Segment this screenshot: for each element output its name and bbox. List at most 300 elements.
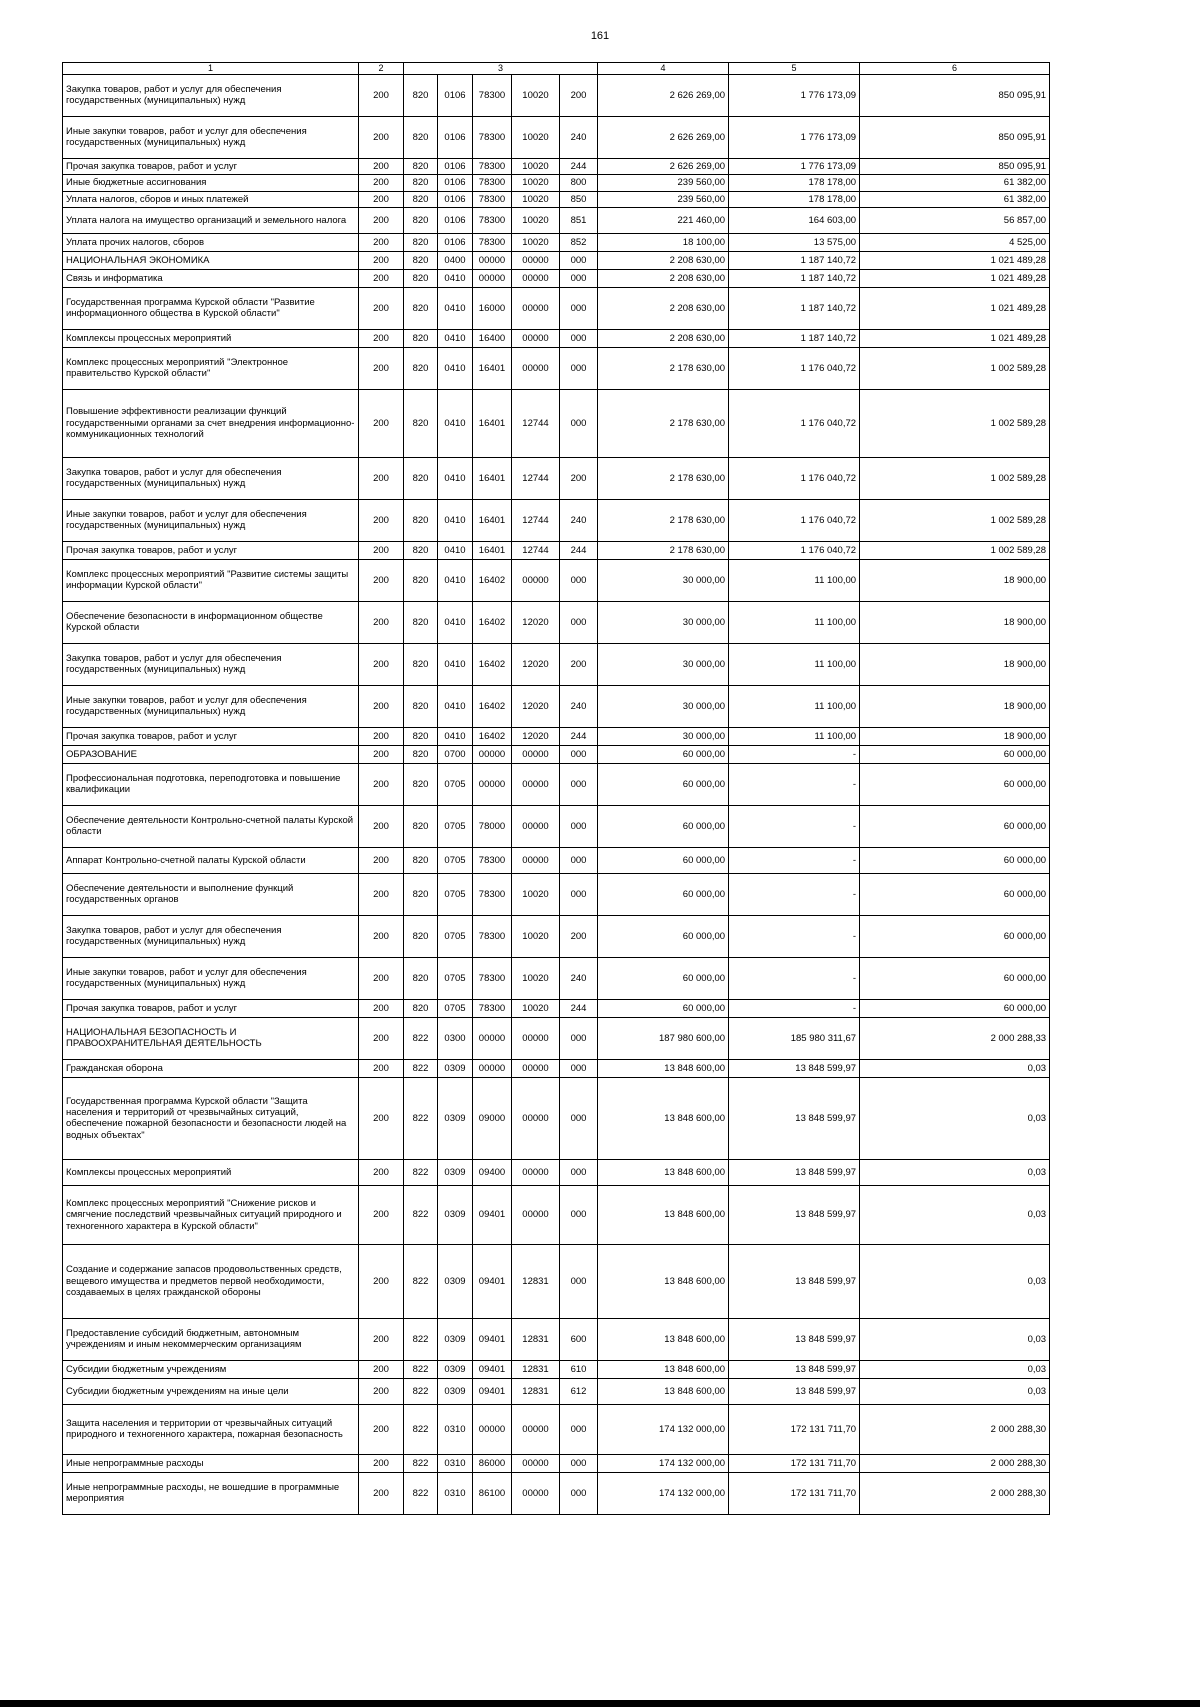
code-column-2: 200 xyxy=(359,745,404,763)
code-program: 16401 xyxy=(473,499,512,541)
code-section: 0309 xyxy=(438,1077,473,1159)
row-description: Комплекс процессных мероприятий "Снижение рисков и смягчение последствий чрезвычайных ситуаций природного и техногенного характера в Курской области" xyxy=(63,1185,359,1244)
table-row xyxy=(63,499,1050,541)
code-section: 0410 xyxy=(438,499,473,541)
row-description: Комплекс процессных мероприятий "Развитие системы защиты информации Курской области" xyxy=(63,559,359,601)
value-column-5: 13 848 599,97 xyxy=(729,1378,860,1404)
code-ministry: 820 xyxy=(404,74,438,116)
row-description: Иные закупки товаров, работ и услуг для обеспечения государственных (муниципальных) нужд xyxy=(63,685,359,727)
value-column-5: - xyxy=(729,873,860,915)
code-ministry: 820 xyxy=(404,847,438,873)
code-section: 0705 xyxy=(438,873,473,915)
code-program: 78300 xyxy=(473,915,512,957)
value-column-6: 18 900,00 xyxy=(860,727,1050,745)
code-section: 0106 xyxy=(438,116,473,158)
code-program: 78300 xyxy=(473,116,512,158)
code-direction: 12020 xyxy=(512,643,560,685)
code-ministry: 822 xyxy=(404,1244,438,1318)
code-expense-type: 610 xyxy=(560,1360,598,1378)
value-column-5: 1 776 173,09 xyxy=(729,116,860,158)
code-section: 0700 xyxy=(438,745,473,763)
code-program: 09400 xyxy=(473,1159,512,1185)
code-ministry: 822 xyxy=(404,1017,438,1059)
table-row xyxy=(63,233,1050,251)
value-column-6: 0,03 xyxy=(860,1159,1050,1185)
value-column-5: - xyxy=(729,763,860,805)
value-column-6: 2 000 288,33 xyxy=(860,1017,1050,1059)
row-description: НАЦИОНАЛЬНАЯ БЕЗОПАСНОСТЬ И ПРАВООХРАНИТЕЛЬНАЯ ДЕЯТЕЛЬНОСТЬ xyxy=(63,1017,359,1059)
code-ministry: 822 xyxy=(404,1159,438,1185)
table-row xyxy=(63,847,1050,873)
table-row xyxy=(63,643,1050,685)
code-direction: 00000 xyxy=(512,251,560,269)
code-expense-type: 000 xyxy=(560,847,598,873)
value-column-4: 2 208 630,00 xyxy=(598,251,729,269)
row-description: Обеспечение безопасности в информационном обществе Курской области xyxy=(63,601,359,643)
value-column-6: 850 095,91 xyxy=(860,74,1050,116)
value-column-6: 60 000,00 xyxy=(860,957,1050,999)
value-column-5: 13 848 599,97 xyxy=(729,1318,860,1360)
row-description: Прочая закупка товаров, работ и услуг xyxy=(63,158,359,174)
table-row xyxy=(63,457,1050,499)
row-description: Повышение эффективности реализации функций государственными органами за счет внедрения информационно-коммуникационных технологий xyxy=(63,389,359,457)
value-column-4: 2 626 269,00 xyxy=(598,74,729,116)
value-column-5: 1 776 173,09 xyxy=(729,74,860,116)
row-description: Комплекс процессных мероприятий "Электронное правительство Курской области" xyxy=(63,347,359,389)
code-ministry: 820 xyxy=(404,763,438,805)
code-column-2: 200 xyxy=(359,643,404,685)
code-ministry: 822 xyxy=(404,1185,438,1244)
code-program: 16402 xyxy=(473,643,512,685)
code-direction: 10020 xyxy=(512,207,560,233)
code-section: 0410 xyxy=(438,685,473,727)
column-header-3: 3 xyxy=(404,63,598,75)
value-column-6: 850 095,91 xyxy=(860,158,1050,174)
row-description: Государственная программа Курской области "Защита населения и территорий от чрезвычайных ситуаций, обеспечение пожарной безопасности и безопасности людей на водных объектах" xyxy=(63,1077,359,1159)
code-column-2: 200 xyxy=(359,251,404,269)
code-column-2: 200 xyxy=(359,175,404,191)
code-section: 0410 xyxy=(438,287,473,329)
code-ministry: 822 xyxy=(404,1318,438,1360)
code-direction: 00000 xyxy=(512,1017,560,1059)
table-row xyxy=(63,559,1050,601)
code-section: 0300 xyxy=(438,1017,473,1059)
row-description: Субсидии бюджетным учреждениям xyxy=(63,1360,359,1378)
code-expense-type: 000 xyxy=(560,1059,598,1077)
table-row xyxy=(63,347,1050,389)
value-column-5: 1 187 140,72 xyxy=(729,251,860,269)
row-description: Комплексы процессных мероприятий xyxy=(63,1159,359,1185)
code-direction: 12744 xyxy=(512,541,560,559)
code-section: 0309 xyxy=(438,1159,473,1185)
code-program: 16401 xyxy=(473,347,512,389)
code-column-2: 200 xyxy=(359,873,404,915)
value-column-5: 164 603,00 xyxy=(729,207,860,233)
code-expense-type: 000 xyxy=(560,873,598,915)
code-column-2: 200 xyxy=(359,601,404,643)
code-direction: 10020 xyxy=(512,999,560,1017)
value-column-4: 187 980 600,00 xyxy=(598,1017,729,1059)
code-ministry: 820 xyxy=(404,957,438,999)
code-column-2: 200 xyxy=(359,1360,404,1378)
code-expense-type: 000 xyxy=(560,1472,598,1514)
value-column-6: 60 000,00 xyxy=(860,999,1050,1017)
code-expense-type: 000 xyxy=(560,745,598,763)
table-row xyxy=(63,389,1050,457)
value-column-4: 2 208 630,00 xyxy=(598,287,729,329)
code-program: 78300 xyxy=(473,999,512,1017)
code-section: 0106 xyxy=(438,175,473,191)
code-direction: 12831 xyxy=(512,1378,560,1404)
value-column-4: 30 000,00 xyxy=(598,559,729,601)
code-column-2: 200 xyxy=(359,116,404,158)
code-ministry: 820 xyxy=(404,251,438,269)
code-section: 0410 xyxy=(438,541,473,559)
value-column-5: 178 178,00 xyxy=(729,175,860,191)
table-row xyxy=(63,1472,1050,1514)
code-ministry: 822 xyxy=(404,1059,438,1077)
value-column-5: 13 848 599,97 xyxy=(729,1159,860,1185)
table-row xyxy=(63,1378,1050,1404)
table-row xyxy=(63,873,1050,915)
value-column-6: 0,03 xyxy=(860,1185,1050,1244)
code-direction: 12744 xyxy=(512,457,560,499)
value-column-6: 2 000 288,30 xyxy=(860,1472,1050,1514)
value-column-4: 2 208 630,00 xyxy=(598,269,729,287)
code-program: 78300 xyxy=(473,175,512,191)
code-section: 0309 xyxy=(438,1244,473,1318)
code-ministry: 822 xyxy=(404,1378,438,1404)
code-program: 16402 xyxy=(473,685,512,727)
value-column-6: 1 002 589,28 xyxy=(860,347,1050,389)
value-column-4: 60 000,00 xyxy=(598,847,729,873)
code-column-2: 200 xyxy=(359,1404,404,1454)
value-column-4: 13 848 600,00 xyxy=(598,1059,729,1077)
code-column-2: 200 xyxy=(359,457,404,499)
code-section: 0410 xyxy=(438,389,473,457)
table-row xyxy=(63,957,1050,999)
code-expense-type: 850 xyxy=(560,191,598,207)
value-column-5: - xyxy=(729,915,860,957)
value-column-5: 13 848 599,97 xyxy=(729,1185,860,1244)
value-column-4: 60 000,00 xyxy=(598,915,729,957)
code-column-2: 200 xyxy=(359,207,404,233)
value-column-5: 11 100,00 xyxy=(729,685,860,727)
value-column-4: 13 848 600,00 xyxy=(598,1378,729,1404)
value-column-5: 13 575,00 xyxy=(729,233,860,251)
code-expense-type: 240 xyxy=(560,116,598,158)
table-row xyxy=(63,1454,1050,1472)
code-expense-type: 244 xyxy=(560,541,598,559)
table-row xyxy=(63,727,1050,745)
code-ministry: 822 xyxy=(404,1360,438,1378)
code-column-2: 200 xyxy=(359,158,404,174)
code-column-2: 200 xyxy=(359,269,404,287)
code-program: 00000 xyxy=(473,251,512,269)
code-ministry: 820 xyxy=(404,915,438,957)
code-ministry: 820 xyxy=(404,191,438,207)
code-expense-type: 200 xyxy=(560,74,598,116)
value-column-5: 13 848 599,97 xyxy=(729,1077,860,1159)
code-ministry: 820 xyxy=(404,329,438,347)
value-column-6: 1 021 489,28 xyxy=(860,251,1050,269)
page-number: 161 xyxy=(590,30,610,42)
row-description: Иные непрограммные расходы, не вошедшие в программные мероприятия xyxy=(63,1472,359,1514)
code-direction: 00000 xyxy=(512,763,560,805)
value-column-5: 1 176 040,72 xyxy=(729,347,860,389)
code-column-2: 200 xyxy=(359,74,404,116)
code-section: 0410 xyxy=(438,727,473,745)
code-direction: 12744 xyxy=(512,389,560,457)
value-column-4: 2 178 630,00 xyxy=(598,389,729,457)
value-column-5: - xyxy=(729,957,860,999)
table-row xyxy=(63,1017,1050,1059)
row-description: Защита населения и территории от чрезвычайных ситуаций природного и техногенного характера, пожарная безопасность xyxy=(63,1404,359,1454)
value-column-5: 172 131 711,70 xyxy=(729,1472,860,1514)
code-expense-type: 200 xyxy=(560,643,598,685)
table-row xyxy=(63,251,1050,269)
code-direction: 00000 xyxy=(512,269,560,287)
value-column-6: 60 000,00 xyxy=(860,915,1050,957)
row-description: Государственная программа Курской области "Развитие информационного общества в Курской области" xyxy=(63,287,359,329)
code-column-2: 200 xyxy=(359,541,404,559)
table-row xyxy=(63,1318,1050,1360)
table-row xyxy=(63,287,1050,329)
row-description: Уплата прочих налогов, сборов xyxy=(63,233,359,251)
row-description: Субсидии бюджетным учреждениям на иные цели xyxy=(63,1378,359,1404)
table-row xyxy=(63,329,1050,347)
value-column-6: 60 000,00 xyxy=(860,745,1050,763)
value-column-4: 60 000,00 xyxy=(598,873,729,915)
code-expense-type: 000 xyxy=(560,287,598,329)
column-header-4: 4 xyxy=(598,63,729,75)
row-description: Обеспечение деятельности Контрольно-счетной палаты Курской области xyxy=(63,805,359,847)
code-column-2: 200 xyxy=(359,685,404,727)
table-row xyxy=(63,175,1050,191)
value-column-5: 1 176 040,72 xyxy=(729,389,860,457)
value-column-4: 239 560,00 xyxy=(598,175,729,191)
code-expense-type: 000 xyxy=(560,1017,598,1059)
code-direction: 00000 xyxy=(512,847,560,873)
code-column-2: 200 xyxy=(359,329,404,347)
code-program: 78300 xyxy=(473,957,512,999)
code-direction: 12831 xyxy=(512,1318,560,1360)
value-column-6: 60 000,00 xyxy=(860,847,1050,873)
code-program: 16000 xyxy=(473,287,512,329)
code-section: 0705 xyxy=(438,915,473,957)
value-column-4: 30 000,00 xyxy=(598,685,729,727)
code-column-2: 200 xyxy=(359,233,404,251)
value-column-4: 239 560,00 xyxy=(598,191,729,207)
value-column-6: 1 021 489,28 xyxy=(860,269,1050,287)
code-ministry: 820 xyxy=(404,499,438,541)
code-column-2: 200 xyxy=(359,999,404,1017)
code-direction: 00000 xyxy=(512,347,560,389)
code-column-2: 200 xyxy=(359,1244,404,1318)
code-section: 0410 xyxy=(438,559,473,601)
value-column-6: 18 900,00 xyxy=(860,685,1050,727)
table-row xyxy=(63,1404,1050,1454)
row-description: Иные непрограммные расходы xyxy=(63,1454,359,1472)
code-ministry: 820 xyxy=(404,347,438,389)
code-direction: 10020 xyxy=(512,957,560,999)
code-expense-type: 612 xyxy=(560,1378,598,1404)
code-program: 78300 xyxy=(473,191,512,207)
code-program: 00000 xyxy=(473,269,512,287)
code-program: 00000 xyxy=(473,1059,512,1077)
code-expense-type: 000 xyxy=(560,601,598,643)
code-column-2: 200 xyxy=(359,1472,404,1514)
row-description: Предоставление субсидий бюджетным, автономным учреждениям и иным некоммерческим организациям xyxy=(63,1318,359,1360)
code-section: 0310 xyxy=(438,1472,473,1514)
code-ministry: 820 xyxy=(404,457,438,499)
code-direction: 12020 xyxy=(512,601,560,643)
value-column-6: 60 000,00 xyxy=(860,763,1050,805)
code-section: 0106 xyxy=(438,233,473,251)
value-column-5: 11 100,00 xyxy=(729,601,860,643)
code-expense-type: 000 xyxy=(560,1185,598,1244)
column-header-5: 5 xyxy=(729,63,860,75)
code-section: 0400 xyxy=(438,251,473,269)
code-column-2: 200 xyxy=(359,763,404,805)
code-program: 09401 xyxy=(473,1378,512,1404)
value-column-5: - xyxy=(729,847,860,873)
value-column-6: 0,03 xyxy=(860,1318,1050,1360)
code-section: 0106 xyxy=(438,158,473,174)
code-ministry: 820 xyxy=(404,158,438,174)
code-ministry: 820 xyxy=(404,601,438,643)
value-column-5: 1 187 140,72 xyxy=(729,287,860,329)
code-column-2: 200 xyxy=(359,1318,404,1360)
code-ministry: 820 xyxy=(404,805,438,847)
code-expense-type: 000 xyxy=(560,559,598,601)
code-column-2: 200 xyxy=(359,1159,404,1185)
value-column-5: 1 176 040,72 xyxy=(729,499,860,541)
code-direction: 10020 xyxy=(512,191,560,207)
table-row xyxy=(63,999,1050,1017)
value-column-4: 13 848 600,00 xyxy=(598,1159,729,1185)
table-row xyxy=(63,207,1050,233)
code-ministry: 822 xyxy=(404,1404,438,1454)
value-column-4: 30 000,00 xyxy=(598,643,729,685)
code-section: 0309 xyxy=(438,1185,473,1244)
table-row xyxy=(63,763,1050,805)
row-description: Создание и содержание запасов продовольственных средств, вещевого имущества и предметов первой необходимости, создаваемых в целях гражданской обороны xyxy=(63,1244,359,1318)
row-description: Аппарат Контрольно-счетной палаты Курской области xyxy=(63,847,359,873)
column-number-row xyxy=(63,63,1050,75)
code-ministry: 820 xyxy=(404,541,438,559)
code-direction: 12020 xyxy=(512,727,560,745)
row-description: Комплексы процессных мероприятий xyxy=(63,329,359,347)
code-expense-type: 200 xyxy=(560,457,598,499)
value-column-4: 2 178 630,00 xyxy=(598,457,729,499)
code-direction: 12744 xyxy=(512,499,560,541)
row-description: Иные закупки товаров, работ и услуг для обеспечения государственных (муниципальных) нужд xyxy=(63,116,359,158)
code-direction: 10020 xyxy=(512,116,560,158)
code-column-2: 200 xyxy=(359,347,404,389)
value-column-5: 185 980 311,67 xyxy=(729,1017,860,1059)
code-direction: 10020 xyxy=(512,915,560,957)
table-row xyxy=(63,601,1050,643)
budget-table xyxy=(62,62,1050,1515)
code-program: 00000 xyxy=(473,763,512,805)
value-column-5: 11 100,00 xyxy=(729,727,860,745)
code-program: 09401 xyxy=(473,1244,512,1318)
code-column-2: 200 xyxy=(359,1378,404,1404)
value-column-5: - xyxy=(729,745,860,763)
code-column-2: 200 xyxy=(359,499,404,541)
code-column-2: 200 xyxy=(359,915,404,957)
code-expense-type: 800 xyxy=(560,175,598,191)
code-expense-type: 244 xyxy=(560,999,598,1017)
code-section: 0410 xyxy=(438,601,473,643)
code-section: 0310 xyxy=(438,1404,473,1454)
row-description: Связь и информатика xyxy=(63,269,359,287)
column-header-6: 6 xyxy=(860,63,1050,75)
code-column-2: 200 xyxy=(359,389,404,457)
value-column-5: 172 131 711,70 xyxy=(729,1404,860,1454)
value-column-4: 13 848 600,00 xyxy=(598,1185,729,1244)
code-expense-type: 240 xyxy=(560,499,598,541)
value-column-4: 18 100,00 xyxy=(598,233,729,251)
code-program: 16402 xyxy=(473,601,512,643)
row-description: Закупка товаров, работ и услуг для обеспечения государственных (муниципальных) нужд xyxy=(63,915,359,957)
code-section: 0309 xyxy=(438,1360,473,1378)
code-ministry: 820 xyxy=(404,559,438,601)
code-column-2: 200 xyxy=(359,1454,404,1472)
code-direction: 00000 xyxy=(512,1059,560,1077)
value-column-5: 13 848 599,97 xyxy=(729,1244,860,1318)
code-program: 78300 xyxy=(473,847,512,873)
code-direction: 00000 xyxy=(512,1159,560,1185)
code-expense-type: 240 xyxy=(560,957,598,999)
value-column-6: 1 021 489,28 xyxy=(860,329,1050,347)
row-description: Прочая закупка товаров, работ и услуг xyxy=(63,541,359,559)
code-section: 0410 xyxy=(438,457,473,499)
value-column-5: 1 776 173,09 xyxy=(729,158,860,174)
value-column-6: 61 382,00 xyxy=(860,175,1050,191)
table-row xyxy=(63,158,1050,174)
code-program: 09000 xyxy=(473,1077,512,1159)
code-program: 78300 xyxy=(473,233,512,251)
code-expense-type: 852 xyxy=(560,233,598,251)
value-column-6: 0,03 xyxy=(860,1077,1050,1159)
code-direction: 10020 xyxy=(512,158,560,174)
code-column-2: 200 xyxy=(359,1059,404,1077)
value-column-6: 2 000 288,30 xyxy=(860,1404,1050,1454)
code-expense-type: 000 xyxy=(560,1244,598,1318)
code-expense-type: 000 xyxy=(560,805,598,847)
value-column-4: 30 000,00 xyxy=(598,727,729,745)
code-ministry: 820 xyxy=(404,745,438,763)
value-column-4: 174 132 000,00 xyxy=(598,1472,729,1514)
value-column-6: 850 095,91 xyxy=(860,116,1050,158)
row-description: Уплата налога на имущество организаций и земельного налога xyxy=(63,207,359,233)
value-column-6: 2 000 288,30 xyxy=(860,1454,1050,1472)
value-column-6: 1 021 489,28 xyxy=(860,287,1050,329)
table-body xyxy=(63,74,1050,1514)
value-column-6: 1 002 589,28 xyxy=(860,457,1050,499)
code-direction: 10020 xyxy=(512,74,560,116)
code-direction: 00000 xyxy=(512,1454,560,1472)
column-header-1: 1 xyxy=(63,63,359,75)
value-column-5: 13 848 599,97 xyxy=(729,1360,860,1378)
code-program: 16401 xyxy=(473,389,512,457)
code-ministry: 820 xyxy=(404,269,438,287)
row-description: Иные закупки товаров, работ и услуг для обеспечения государственных (муниципальных) нужд xyxy=(63,499,359,541)
value-column-5: 1 187 140,72 xyxy=(729,269,860,287)
value-column-6: 18 900,00 xyxy=(860,643,1050,685)
